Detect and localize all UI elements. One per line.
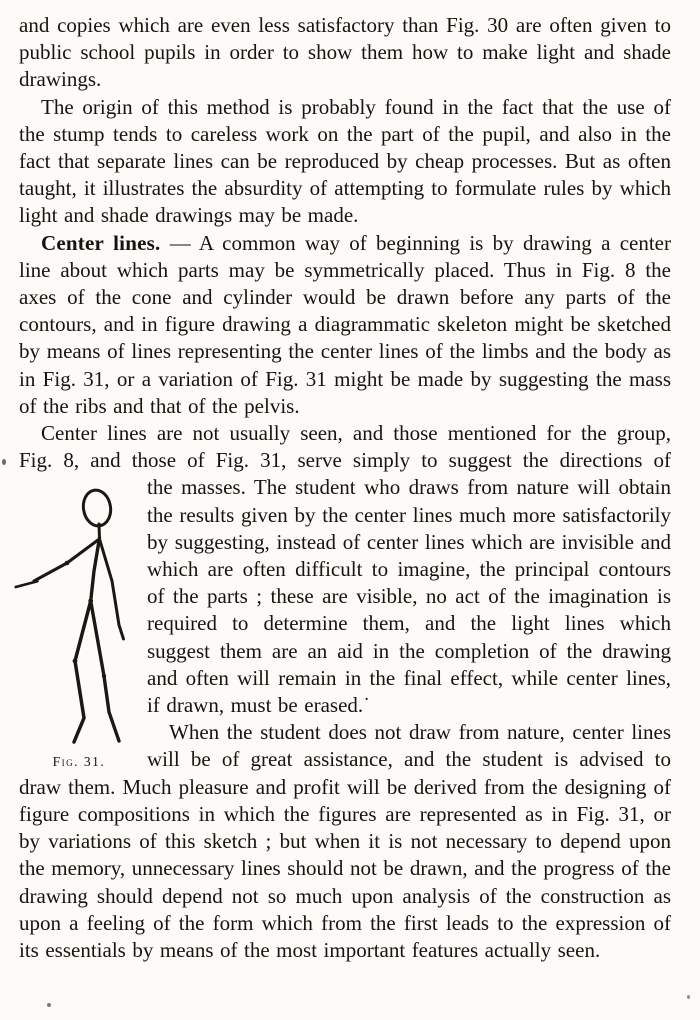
figure-section xyxy=(19,474,671,964)
figure-caption: Fig. 31. xyxy=(52,754,106,770)
paragraph-3 xyxy=(19,230,671,420)
stick-figure-drawing xyxy=(9,474,129,752)
paragraph-2: The origin of this method is probably found in the fact that the use of the stump tends to careless work on the part of the pupil, and also in the fact that separate lines can be reproduced by cheap processes. But as often taught, it illustrates the absurdity of attempting to formulate rules by which light and shade drawings may be made. xyxy=(19,94,671,228)
paragraph-1: and copies which are even less satisfactory than Fig. 30 are often given to public school pupils in order to show them how to make light and shade drawings. xyxy=(19,13,671,92)
paragraph-4-lead: Center lines are not usually seen, and those mentioned for the group, Fig. 8, and those of Fig. 31, serve simply to suggest the directions of xyxy=(19,421,671,473)
stick-figure-head xyxy=(81,489,113,529)
paragraph-3-heading: Center lines. xyxy=(41,230,161,255)
ink-speck xyxy=(687,995,690,999)
ink-speck xyxy=(47,1003,51,1007)
figure-31 xyxy=(19,474,139,770)
paragraph-3-body: — A common way of beginning is by drawing a center line about which parts may be symmetrically placed. Thus in Fig. 8 the axes of the cone and cylinder would be drawn before any parts of the contours, and in figure drawing a diagrammatic skeleton might be sketched by means of lines representing the center lines of the limbs and the body as in Fig. 31, or a variation of Fig. 31 might be made by suggesting the mass of the ribs and that of the pelvis. xyxy=(19,230,671,418)
paragraph-5: When the student does not draw from nature, center lines will be of great assistance, and the student is advised to draw them. Much pleasure and profit will be derived from the designing of figure compositions in which the figures are represented as in Fig. 31, or by variations of this sketch ; but when it is not necessary to depend upon the memory, unnecessary lines should not be drawn, and the progress of the drawing should depend not so much upon analysis of the construction as upon a feeling of the form which from the first leads to the expression of its essentials by means of the most important features actually seen. xyxy=(19,720,671,962)
paragraph-4-wrapped: the masses. The student who draws from nature will obtain the results given by the center lines much more satisfactorily by suggesting, instead of center lines which are invisible and which are often difficult to imagine, the principal contours of the parts ; these are visible, no act of the imagination is required to determine them, and the light lines which suggest them are an aid in the completion of the drawing and often will remain in the final effect, while center lines, if drawn, must be erased.˙ xyxy=(147,475,671,718)
ink-speck xyxy=(2,459,6,465)
